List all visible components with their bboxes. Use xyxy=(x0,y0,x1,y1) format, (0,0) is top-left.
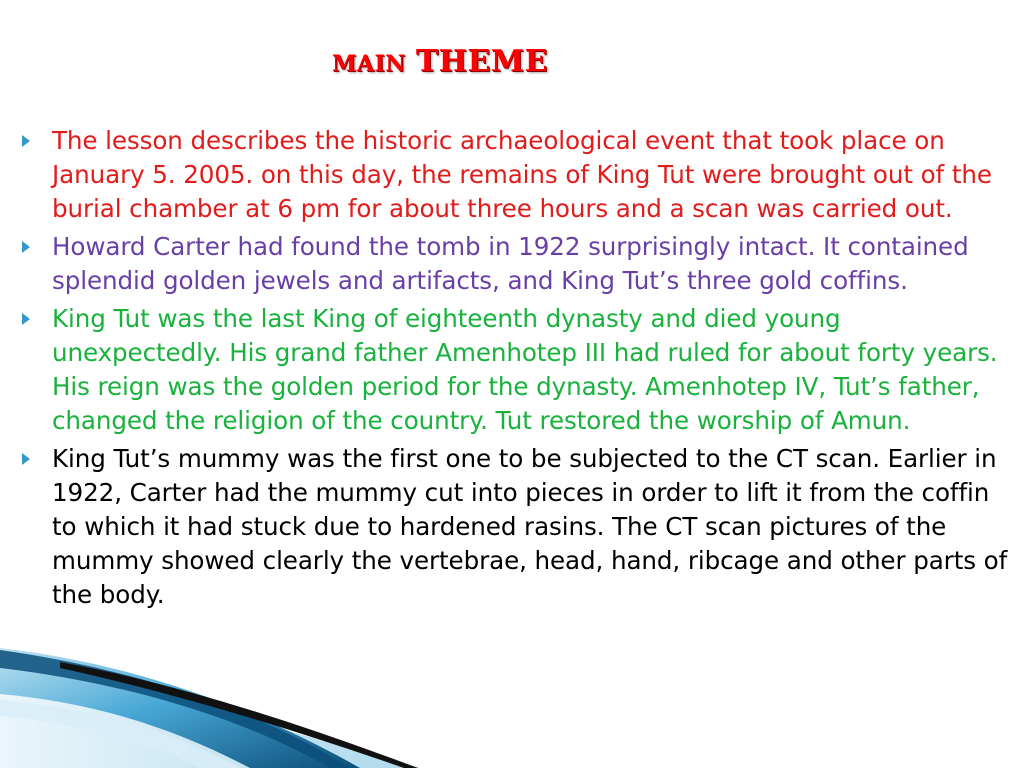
bullet-list xyxy=(18,124,1008,616)
bullet-item-lesson xyxy=(18,124,1008,226)
bullet-item-dynasty xyxy=(18,302,1008,438)
bullet-item-carter xyxy=(18,230,1008,298)
bullet-text: King Tut was the last King of eighteenth dynasty and died young unexpectedly. His grand father Amenhotep III had ruled for about forty years. His reign was the golden period for the dynasty. Amenhotep IV, Tut’s father, changed the religion of the country. Tut restored the worship of Amun. xyxy=(52,304,998,435)
bullet-text: King Tut’s mummy was the first one to be subjected to the CT scan. Earlier in 1922, Carter had the mummy cut into pieces in order to lift it from the coffin to which it had stuck due to hardened rasins. The CT scan pictures of the mummy showed clearly the vertebrae, head, hand, ribcage and other parts of the body. xyxy=(52,444,1008,609)
title-word-theme: THEME xyxy=(415,44,548,79)
triangle-right-bullet-icon xyxy=(22,135,30,147)
triangle-right-bullet-icon xyxy=(22,313,30,325)
slide-title xyxy=(0,44,880,79)
bullet-text: Howard Carter had found the tomb in 1922 surprisingly intact. It contained splendid golden jewels and artifacts, and King Tut’s three gold coffins. xyxy=(52,232,969,295)
title-word-main: MAIN xyxy=(332,51,406,77)
bullet-item-ct-scan xyxy=(18,442,1008,612)
bullet-text: The lesson describes the historic archaeological event that took place on January 5. 2005. on this day, the remains of King Tut were brought out of the burial chamber at 6 pm for about three hours and a scan was carried out. xyxy=(52,126,992,223)
triangle-right-bullet-icon xyxy=(22,241,30,253)
triangle-right-bullet-icon xyxy=(22,453,30,465)
